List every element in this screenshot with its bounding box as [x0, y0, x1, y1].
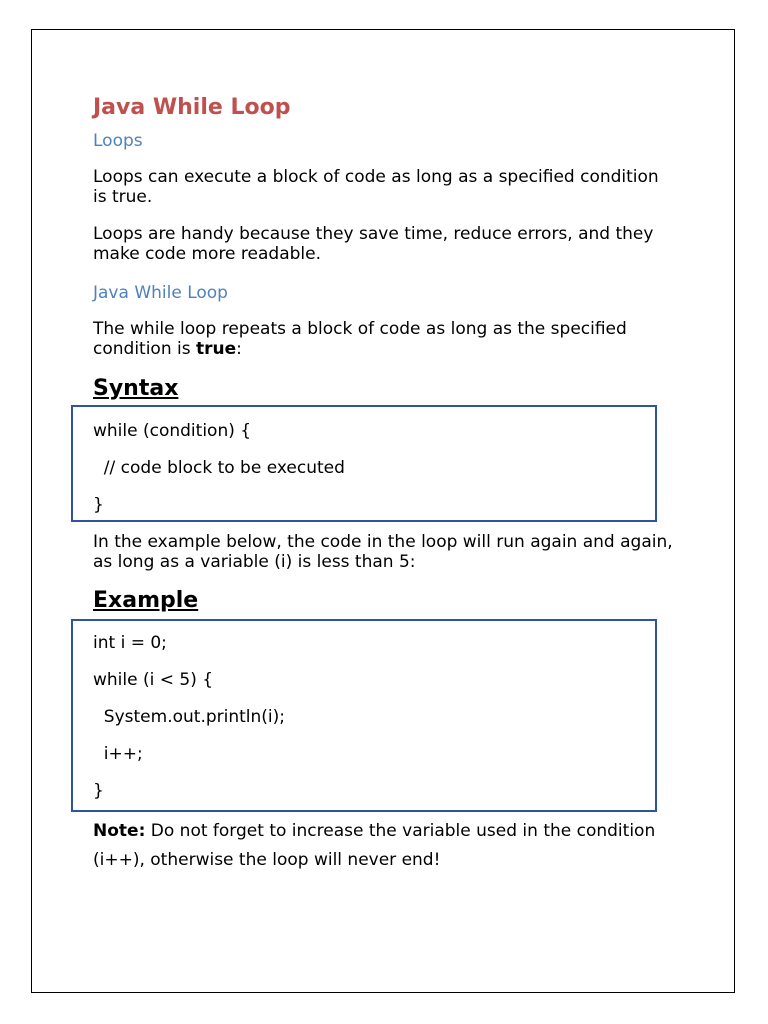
code-line: // code block to be executed	[93, 458, 345, 478]
code-line: while (condition) {	[93, 421, 252, 441]
loops-subheading: Loops	[93, 131, 143, 151]
while-loop-text: The while loop repeats a block of code as long as the specified condition is	[93, 319, 627, 359]
code-line: }	[93, 781, 104, 801]
loops-paragraph-1: Loops can execute a block of code as long as a specified condition is true.	[93, 167, 659, 207]
example-code-box	[71, 619, 657, 812]
while-loop-colon: :	[236, 338, 242, 359]
loops-paragraph-2: Loops are handy because they save time, reduce errors, and they make code more readable.	[93, 224, 654, 264]
note-paragraph	[93, 817, 683, 875]
code-line: int i = 0;	[93, 633, 167, 653]
example-intro-paragraph: In the example below, the code in the loop will run again and again, as long as a variable (i) is less than 5:	[93, 532, 673, 572]
page-title: Java While Loop	[93, 95, 291, 120]
while-loop-paragraph	[93, 320, 673, 359]
note-label: Note:	[93, 821, 146, 841]
while-loop-subheading: Java While Loop	[93, 283, 228, 303]
syntax-code-box	[71, 405, 657, 522]
code-line: System.out.println(i);	[93, 707, 286, 727]
syntax-heading: Syntax	[93, 376, 179, 401]
code-line: while (i < 5) {	[93, 670, 214, 690]
code-line: i++;	[93, 744, 143, 764]
example-heading: Example	[93, 588, 199, 613]
true-keyword: true	[196, 338, 237, 359]
note-text: Do not forget to increase the variable used in the condition (i++), otherwise the loop will never end!	[93, 821, 656, 870]
code-line: }	[93, 495, 104, 515]
